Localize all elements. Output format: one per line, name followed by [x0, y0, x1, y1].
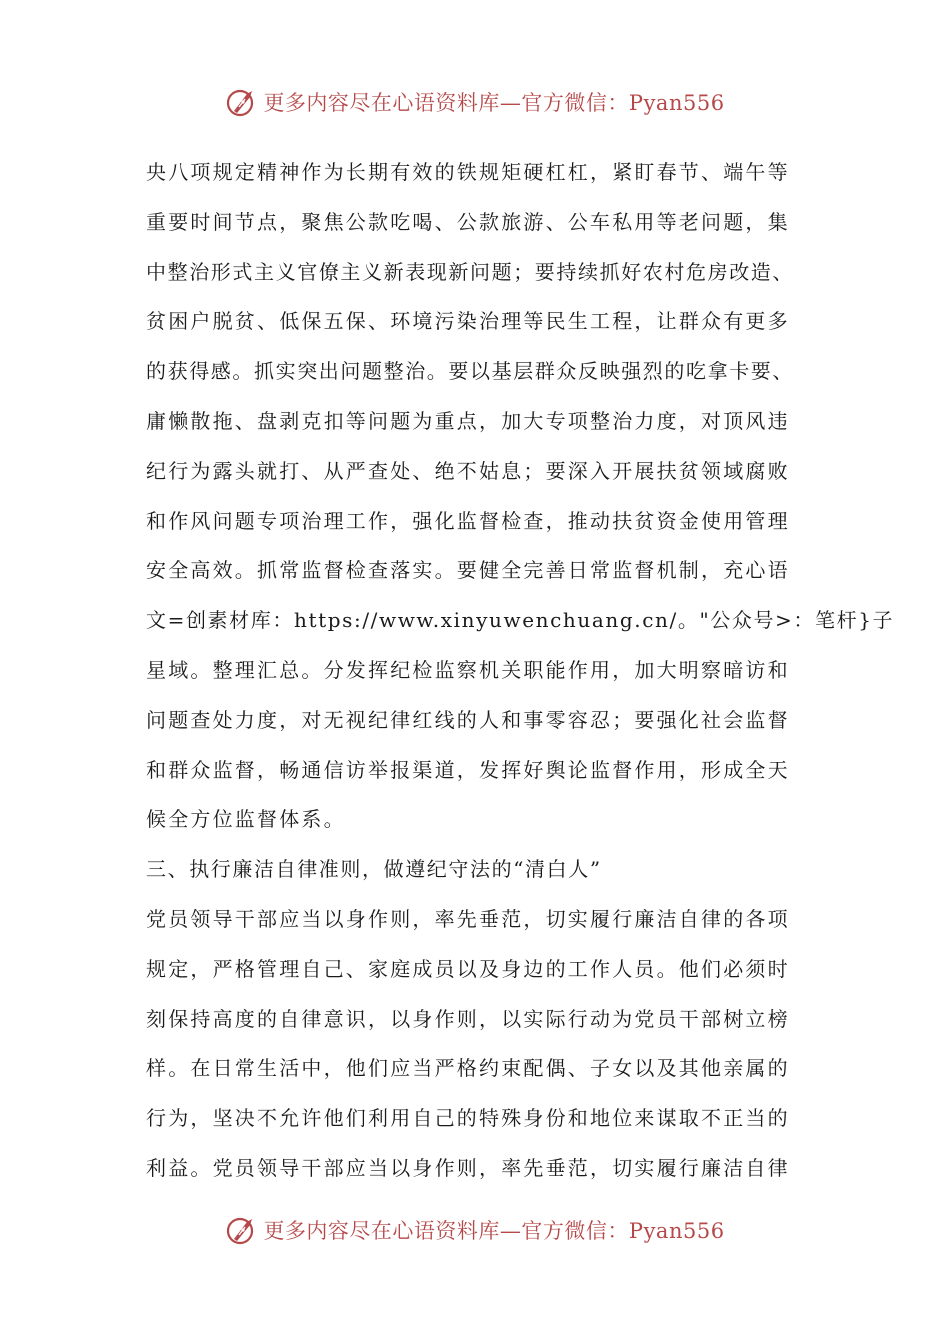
body-line: 问题查处力度，对无视纪律红线的人和事零容忍；要强化社会监督	[146, 707, 790, 732]
footer-banner	[0, 1210, 950, 1250]
pen-nib-logo-icon	[225, 85, 259, 119]
body-line: 和群众监督，畅通信访举报渠道，发挥好舆论监督作用，形成全天	[146, 757, 790, 782]
header-banner	[0, 82, 950, 122]
body-line: 央八项规定精神作为长期有效的铁规矩硬杠杠，紧盯春节、端午等	[146, 160, 790, 184]
body-line: 的获得感。抓实突出问题整治。要以基层群众反映强烈的吃拿卡要、	[146, 359, 794, 384]
section-heading: 三、执行廉洁自律准则，做遵纪守法的“清白人”	[146, 857, 602, 882]
body-line: 候全方位监督体系。	[146, 807, 346, 832]
body-line: 行为，坚决不允许他们利用自己的特殊身份和地位来谋取不正当的	[146, 1106, 790, 1131]
body-line: 和作风问题专项治理工作，强化监督检查，推动扶贫资金使用管理	[146, 508, 790, 533]
body-line: 党员领导干部应当以身作则，率先垂范，切实履行廉洁自律的各项	[146, 906, 790, 931]
document-body	[146, 148, 895, 1194]
body-line: 利益。党员领导干部应当以身作则，率先垂范，切实履行廉洁自律	[146, 1155, 790, 1180]
header-banner-text: 更多内容尽在心语资料库—官方微信：Pyan556	[263, 91, 725, 115]
body-line: 星域。整理汇总。分发挥纪检监察机关职能作用，加大明察暗访和	[146, 657, 790, 682]
body-line: 重要时间节点，聚焦公款吃喝、公款旅游、公车私用等老问题，集	[146, 209, 790, 234]
body-line: 中整治形式主义官僚主义新表现新问题；要持续抓好农村危房改造、	[146, 259, 794, 284]
pen-nib-logo-icon	[225, 1213, 259, 1247]
body-line-with-url: 文=创素材库：https://www.xinyuwenchuang.cn/。"公众号>：笔杆}子	[146, 608, 895, 633]
body-line: 规定，严格管理自己、家庭成员以及身边的工作人员。他们必须时	[146, 956, 790, 981]
body-line: 样。在日常生活中，他们应当严格约束配偶、子女以及其他亲属的	[146, 1056, 790, 1081]
body-line: 安全高效。抓常监督检查落实。要健全完善日常监督机制，充心语	[146, 558, 790, 583]
body-line: 刻保持高度的自律意识，以身作则，以实际行动为党员干部树立榜	[146, 1006, 790, 1031]
footer-banner-text: 更多内容尽在心语资料库—官方微信：Pyan556	[263, 1219, 725, 1243]
body-line: 纪行为露头就打、从严查处、绝不姑息；要深入开展扶贫领域腐败	[146, 458, 790, 483]
body-line: 庸懒散拖、盘剥克扣等问题为重点，加大专项整治力度，对顶风违	[146, 408, 790, 433]
body-line: 贫困户脱贫、低保五保、环境污染治理等民生工程，让群众有更多	[146, 309, 790, 334]
